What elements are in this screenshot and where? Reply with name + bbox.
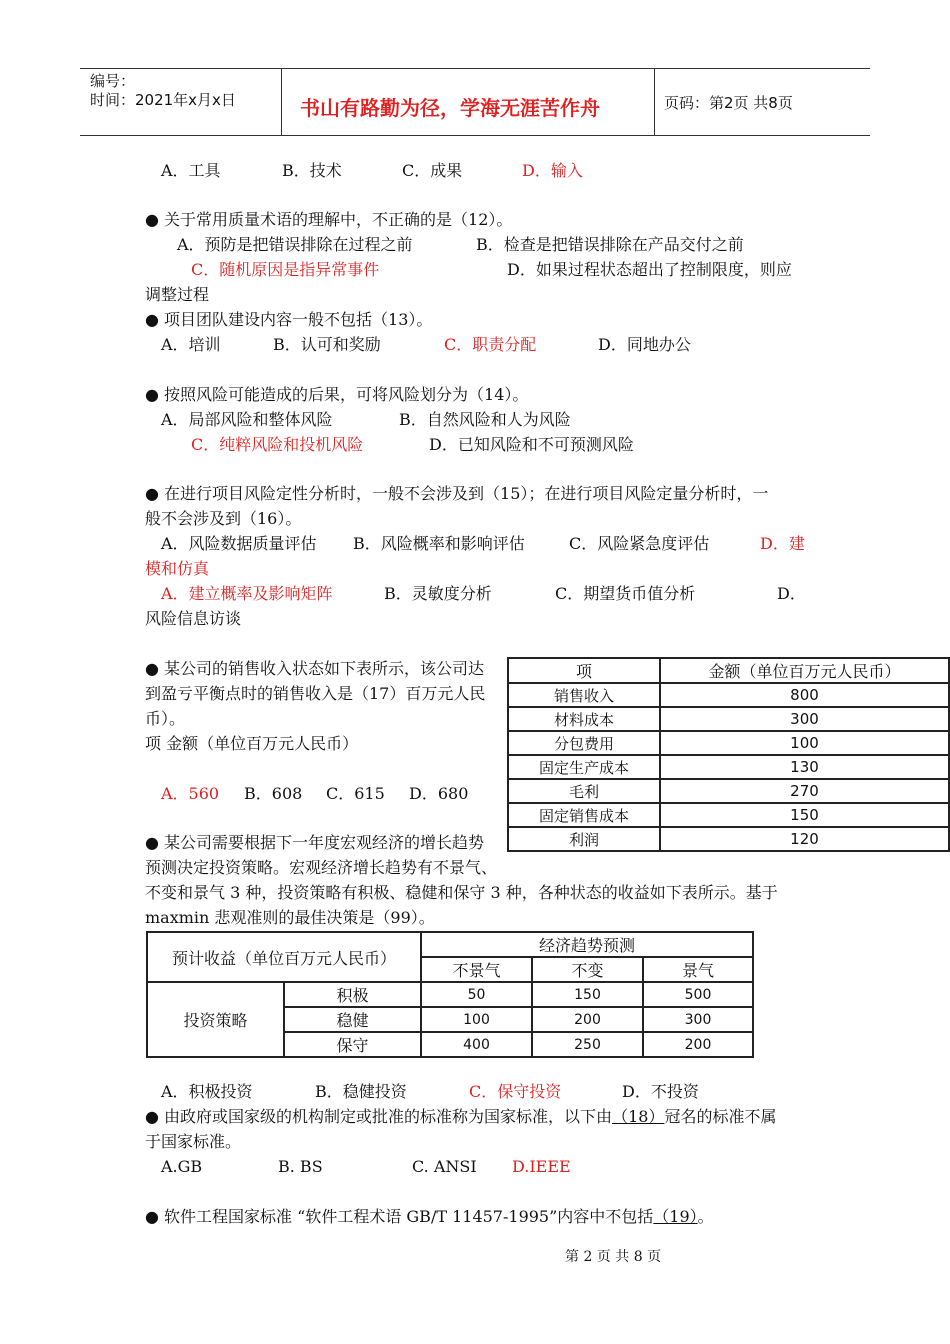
table-cell: 800 (660, 683, 949, 707)
question-text: 预测决定投资策略。宏观经济增长趋势有不景气、 (145, 858, 498, 877)
option-text: B．认可和奖励 (273, 335, 381, 354)
answer-text: C．职责分配 (444, 335, 537, 354)
option-text: C．期望货币值分析 (555, 584, 696, 603)
column-header: 景气 (643, 957, 753, 982)
option-text: B．稳健投资 (315, 1082, 407, 1101)
option-text: B．技术 (282, 161, 342, 180)
table-cell: 150 (532, 982, 643, 1007)
header-date-label: 时间：2021年x月x日 (90, 91, 236, 109)
question-text: ● 某公司的销售收入状态如下表所示，该公司达 (145, 659, 485, 678)
table-cell: 200 (532, 1007, 643, 1032)
row-group-header: 投资策略 (147, 982, 284, 1057)
answer-text: C．纯粹风险和投机风险 (191, 435, 364, 454)
table-cell: 毛利 (508, 779, 660, 803)
header-page-label: 页码：第2页 共8页 (664, 94, 793, 112)
row-header: 保守 (284, 1032, 421, 1057)
question-text: ● 某公司需要根据下一年度宏观经济的增长趋势 (145, 833, 485, 852)
question-text: maxmin 悲观准则的最佳决策是（99）。 (145, 908, 435, 927)
question-text: ● 按照风险可能造成的后果，可将风险划分为（14）。 (145, 385, 529, 404)
header-top-rule (80, 68, 870, 69)
option-text: D．680 (409, 784, 469, 803)
option-text: C．风险紧急度评估 (569, 534, 710, 553)
option-text: 风险信息访谈 (145, 609, 242, 628)
option-text: A．工具 (161, 161, 221, 180)
option-text: D． (777, 584, 806, 603)
table-cell: 利润 (508, 827, 660, 851)
question-text: 不变和景气 3 种，投资策略有积极、稳健和保守 3 种，各种状态的收益如下表所示。基于 (145, 883, 778, 902)
header-motto: 书山有路勤为径，学海无涯苦作舟 (300, 96, 600, 120)
table-caption-text: 项 金额（单位百万元人民币） (145, 734, 359, 753)
answer-text: A．560 (161, 784, 220, 803)
question-text: 到盈亏平衡点时的销售收入是（17）百万元人民 (145, 684, 486, 703)
option-text: B．608 (244, 784, 303, 803)
table-cell: 100 (421, 1007, 532, 1032)
table-cell: 销售收入 (508, 683, 660, 707)
column-header: 不景气 (421, 957, 532, 982)
option-text: B．风险概率和影响评估 (353, 534, 525, 553)
table-cell: 250 (532, 1032, 643, 1057)
question-text: 币）。 (145, 709, 186, 728)
table-cell: 100 (660, 731, 949, 755)
question-text: 冠名的标准不属 (664, 1107, 777, 1126)
header-code-label: 编号： (90, 72, 136, 90)
page-footer: 第 2 页 共 8 页 (565, 1249, 662, 1265)
table-header-row (147, 932, 753, 957)
answer-text: D．建 (760, 534, 805, 553)
question-text: ● 软件工程国家标准 “软件工程术语 GB/T 11457-1995”内容中不包括 (145, 1207, 654, 1226)
question-line (145, 1107, 776, 1127)
option-text: A．培训 (161, 335, 221, 354)
table-row (508, 707, 949, 731)
table-cell: 固定销售成本 (508, 803, 660, 827)
table-cell: 300 (643, 1007, 753, 1032)
option-text: A．风险数据质量评估 (161, 534, 317, 553)
answer-text: A．建立概率及影响矩阵 (161, 584, 333, 603)
group-header: 经济趋势预测 (421, 932, 753, 957)
table-row (508, 827, 949, 851)
table-cell: 材料成本 (508, 707, 660, 731)
option-text: D．同地办公 (598, 335, 691, 354)
question-text: 于国家标准。 (145, 1132, 242, 1151)
option-text: C．成果 (402, 161, 463, 180)
table-row (508, 803, 949, 827)
blank-number: （19） (653, 1207, 698, 1226)
blank-number: （18） (612, 1107, 665, 1126)
table-row (508, 779, 949, 803)
option-text: 调整过程 (145, 285, 210, 304)
option-text: B．灵敏度分析 (384, 584, 492, 603)
row-header: 稳健 (284, 1007, 421, 1032)
question-text: ● 关于常用质量术语的理解中，不正确的是（12）。 (145, 210, 513, 229)
table-row (147, 982, 753, 1007)
table-row (508, 755, 949, 779)
table-cell: 400 (421, 1032, 532, 1057)
header-divider (654, 68, 655, 135)
question-text: 。 (697, 1207, 714, 1226)
answer-text: C．保守投资 (469, 1082, 562, 1101)
answer-text: D.IEEE (512, 1157, 571, 1176)
answer-text: 模和仿真 (145, 559, 210, 578)
option-text: B. BS (278, 1157, 323, 1176)
option-text: D．已知风险和不可预测风险 (429, 435, 634, 454)
column-header: 项 (508, 658, 660, 683)
option-text: D．如果过程状态超出了控制限度，则应 (507, 260, 792, 279)
sales-table (507, 657, 950, 852)
header-divider (281, 68, 282, 135)
header-bottom-rule (80, 135, 870, 136)
row-header: 积极 (284, 982, 421, 1007)
question-text: ● 项目团队建设内容一般不包括（13）。 (145, 310, 433, 329)
table-cell: 500 (643, 982, 753, 1007)
table-cell: 200 (643, 1032, 753, 1057)
column-header: 金额（单位百万元人民币） (660, 658, 949, 683)
investment-table (146, 931, 754, 1058)
table-cell: 130 (660, 755, 949, 779)
option-text: A．预防是把错误排除在过程之前 (177, 235, 413, 254)
option-text: A．积极投资 (161, 1082, 253, 1101)
table-cell: 分包费用 (508, 731, 660, 755)
question-text: ● 在进行项目风险定性分析时，一般不会涉及到（15）；在进行项目风险定量分析时，一 (145, 484, 769, 503)
table-cell: 300 (660, 707, 949, 731)
question-line (145, 1207, 714, 1227)
answer-text: D．输入 (522, 161, 583, 180)
option-text: B．检查是把错误排除在产品交付之前 (476, 235, 744, 254)
question-text: ● 由政府或国家级的机构制定或批准的标准称为国家标准，以下由 (145, 1107, 613, 1126)
answer-text: C．随机原因是指异常事件 (191, 260, 380, 279)
option-text: A．局部风险和整体风险 (161, 410, 333, 429)
option-text: C. ANSI (412, 1157, 477, 1176)
table-header-row (508, 658, 949, 683)
table-cell: 270 (660, 779, 949, 803)
question-text: 般不会涉及到（16）。 (145, 509, 302, 528)
table-cell: 50 (421, 982, 532, 1007)
table-row (508, 683, 949, 707)
table-cell: 120 (660, 827, 949, 851)
option-text: C．615 (326, 784, 385, 803)
table-row (508, 731, 949, 755)
table-cell: 固定生产成本 (508, 755, 660, 779)
column-header: 不变 (532, 957, 643, 982)
table-cell: 150 (660, 803, 949, 827)
corner-header: 预计收益（单位百万元人民币） (147, 932, 421, 982)
option-text: B．自然风险和人为风险 (399, 410, 571, 429)
option-text: A.GB (161, 1157, 203, 1176)
option-text: D．不投资 (622, 1082, 699, 1101)
